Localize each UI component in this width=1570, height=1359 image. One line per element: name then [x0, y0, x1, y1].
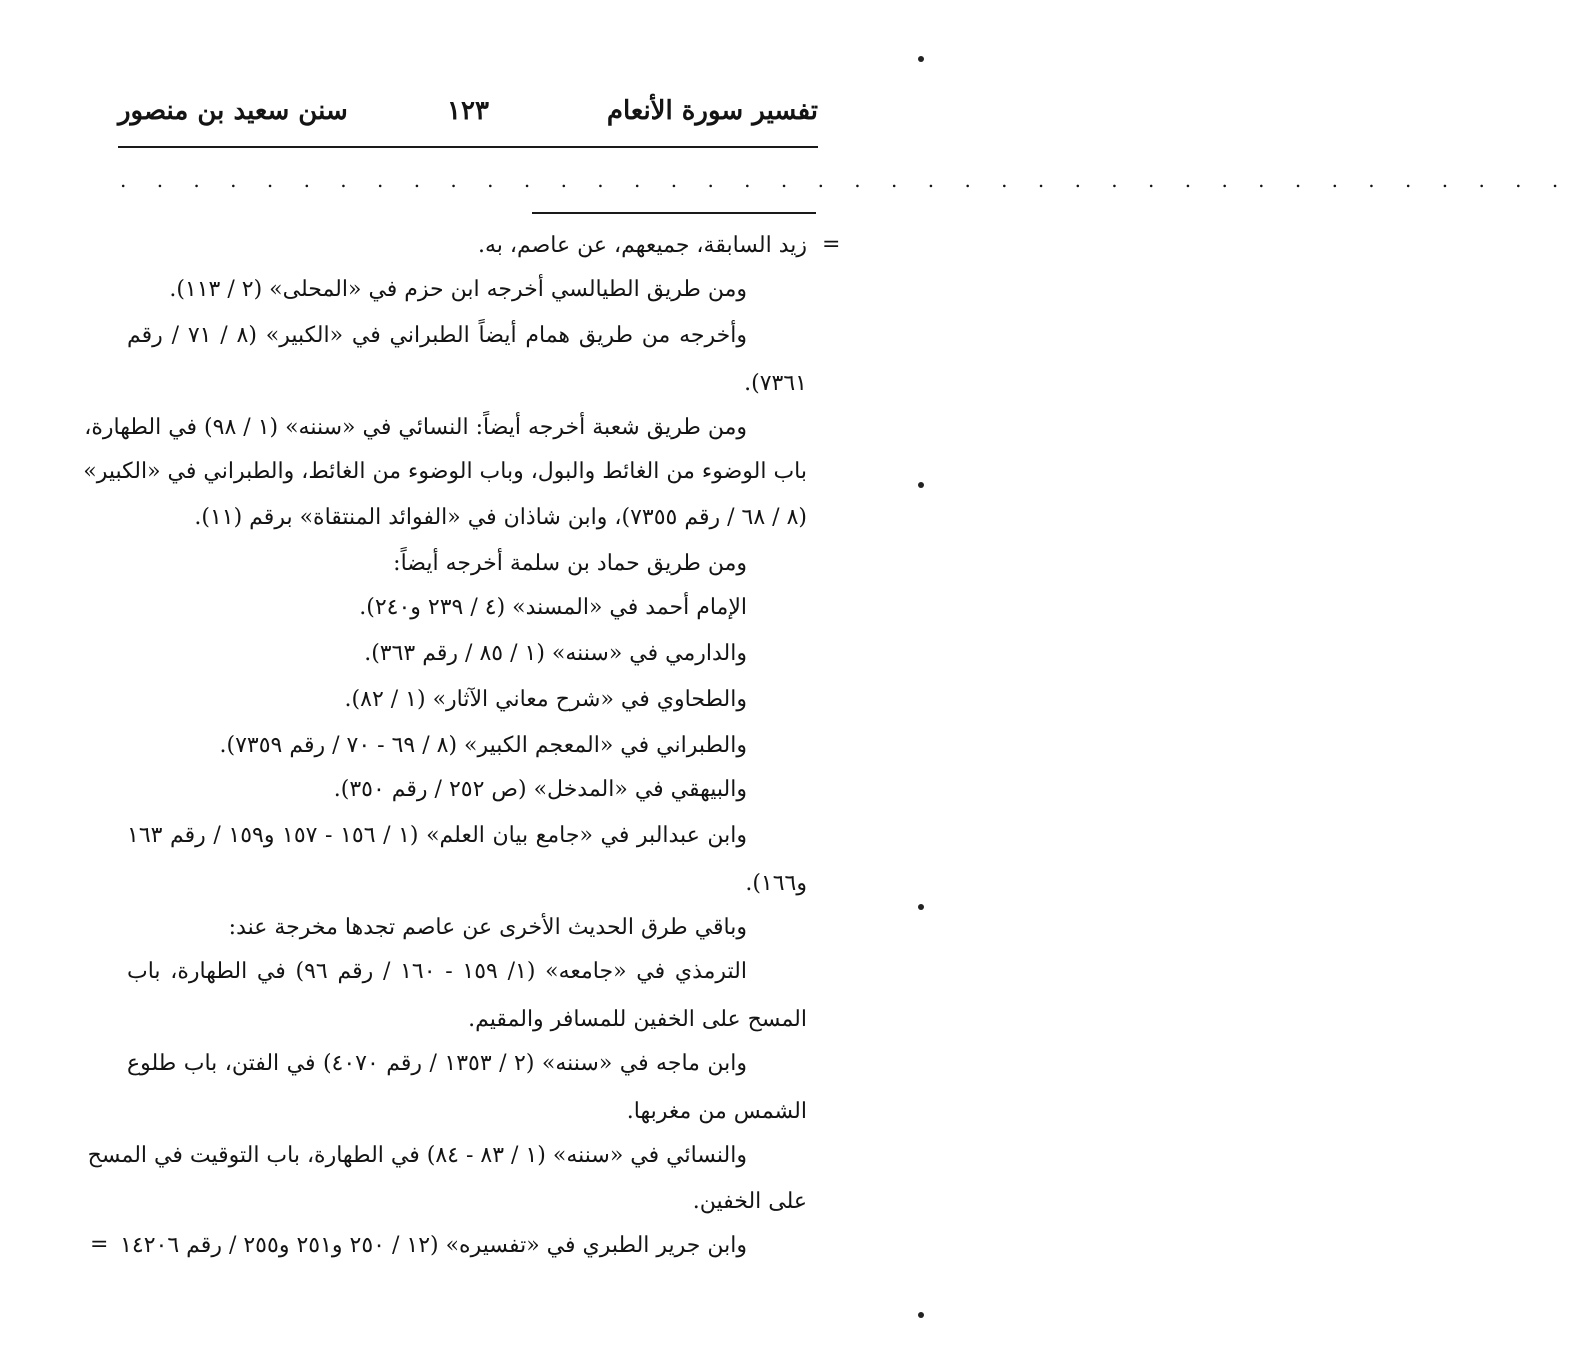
text-line: ومن طريق حماد بن سلمة أخرجه أيضاً: — [393, 551, 747, 576]
text-line: والبيهقي في «المدخل» (ص ٢٥٢ / رقم ٣٥٠). — [333, 777, 747, 802]
text-line: على الخفين. — [692, 1189, 807, 1214]
separator-dots: . . . . . . . . . . . . . . . . . . . . . . . . . . . . . . . . . . . . . . . . — [120, 168, 1570, 192]
header-rule — [118, 146, 818, 148]
footnote-rule — [532, 212, 816, 214]
text-line: وابن عبدالبر في «جامع بيان العلم» (١ / ١٥٦ - ١٥٧ و١٥٩ / رقم ١٦٣ — [127, 823, 747, 848]
text-line: والنسائي في «سننه» (١ / ٨٣ - ٨٤) في الطهارة، باب التوقيت في المسح — [87, 1143, 747, 1168]
text-line: وابن ماجه في «سننه» (٢ / ١٣٥٣ / رقم ٤٠٧٠) في الفتن، باب طلوع — [127, 1051, 747, 1076]
text-line: ٧٣٦١). — [744, 371, 807, 396]
surah-title: تفسير سورة الأنعام — [606, 96, 818, 126]
scan-speck — [918, 1312, 924, 1318]
text-line: الشمس من مغربها. — [626, 1099, 807, 1124]
scan-speck — [918, 56, 924, 62]
text-line: ومن طريق الطيالسي أخرجه ابن حزم في «المحلى» (٢ / ١١٣). — [169, 277, 747, 302]
text-line: الإمام أحمد في «المسند» (٤ / ٢٣٩ و٢٤٠). — [359, 595, 747, 620]
continuation-mark-bottom: = — [90, 1232, 109, 1257]
book-title: سنن سعيد بن منصور — [118, 96, 348, 126]
text-line: المسح على الخفين للمسافر والمقيم. — [468, 1007, 807, 1032]
text-line: والطحاوي في «شرح معاني الآثار» (١ / ٨٢). — [344, 687, 747, 712]
text-line: والدارمي في «سننه» (١ / ٨٥ / رقم ٣٦٣). — [364, 641, 747, 666]
text-line: ومن طريق شعبة أخرجه أيضاً: النسائي في «سننه» (١ / ٩٨) في الطهارة، — [84, 415, 747, 440]
text-line: وباقي طرق الحديث الأخرى عن عاصم تجدها مخرجة عند: — [228, 915, 747, 940]
text-line: زيد السابقة، جميعهم، عن عاصم، به. — [477, 233, 807, 258]
text-line: و١٦٦). — [745, 871, 807, 896]
page-header — [118, 96, 818, 136]
text-line: والطبراني في «المعجم الكبير» (٨ / ٦٩ - ٧٠ / رقم ٧٣٥٩). — [219, 733, 747, 758]
page-number: ١٢٣ — [447, 96, 489, 126]
continuation-mark-top: = — [822, 232, 841, 257]
text-line: وابن جرير الطبري في «تفسيره» (١٢ / ٢٥٠ و٢٥١ و٢٥٥ / رقم ١٤٢٠٦ — [120, 1233, 747, 1258]
scan-speck — [918, 482, 924, 488]
text-line: (٨ / ٦٨ / رقم ٧٣٥٥)، وابن شاذان في «الفوائد المنتقاة» برقم (١١). — [194, 505, 807, 530]
text-line: وأخرجه من طريق همام أيضاً الطبراني في «الكبير» (٨ / ٧١ / رقم — [127, 323, 747, 348]
text-line: باب الوضوء من الغائط والبول، وباب الوضوء من الغائط، والطبراني في «الكبير» — [83, 459, 807, 484]
scan-speck — [918, 904, 924, 910]
text-line: الترمذي في «جامعه» (١/ ١٥٩ - ١٦٠ / رقم ٩٦) في الطهارة، باب — [127, 959, 747, 984]
